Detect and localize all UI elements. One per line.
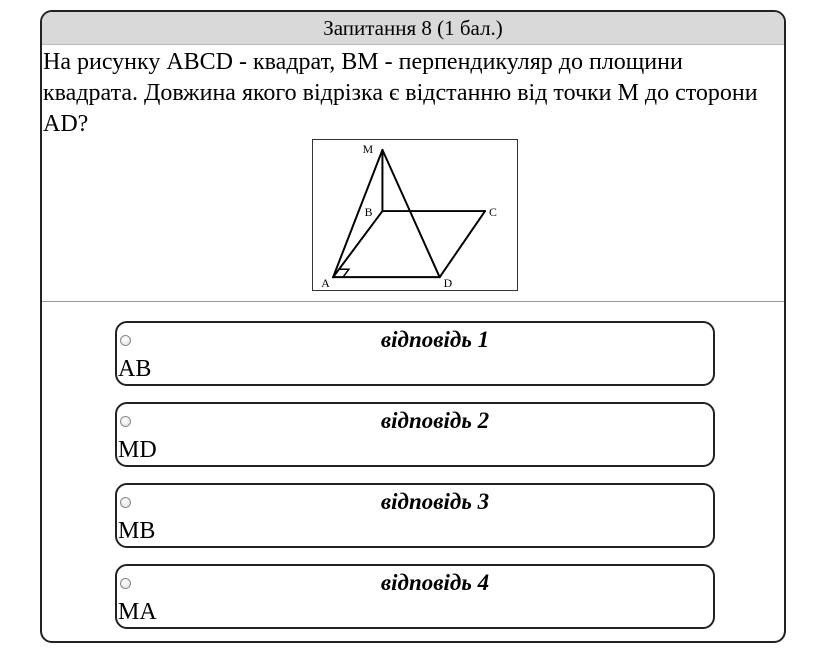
section-divider — [42, 301, 784, 302]
question-header: Запитання 8 (1 бал.) — [42, 12, 784, 45]
geometry-figure — [312, 139, 518, 291]
label-m: M — [362, 141, 374, 156]
answer-option-3[interactable] — [115, 483, 715, 548]
label-c: C — [489, 204, 497, 219]
square-pyramid-diagram — [313, 140, 517, 290]
answer-text: AB — [118, 356, 152, 382]
answer-option-2[interactable] — [115, 402, 715, 467]
answer-text: MD — [118, 437, 157, 463]
edge-cd — [440, 211, 485, 277]
label-b: B — [364, 204, 373, 219]
label-d: D — [443, 276, 453, 290]
question-text: На рисунку ABCD - квадрат, ВМ - перпендикуляр до площини квадрата. Довжина якого відрізка є відстанню від точки М до сторони AD? — [43, 49, 758, 137]
answer-text: MA — [118, 599, 157, 625]
edge-ab — [333, 211, 382, 277]
answer-label: відповідь 2 — [380, 408, 490, 433]
answer-option-4[interactable] — [115, 564, 715, 629]
edge-md — [382, 150, 439, 277]
answer-text: MB — [118, 518, 156, 544]
answer-label: відповідь 1 — [380, 327, 490, 352]
question-card — [40, 10, 786, 643]
right-angle-mark — [339, 269, 349, 277]
edge-ma — [333, 150, 382, 277]
answer-label: відповідь 3 — [380, 489, 490, 514]
answer-option-1[interactable] — [115, 321, 715, 386]
label-a: A — [321, 276, 330, 290]
answer-label: відповідь 4 — [380, 570, 490, 595]
